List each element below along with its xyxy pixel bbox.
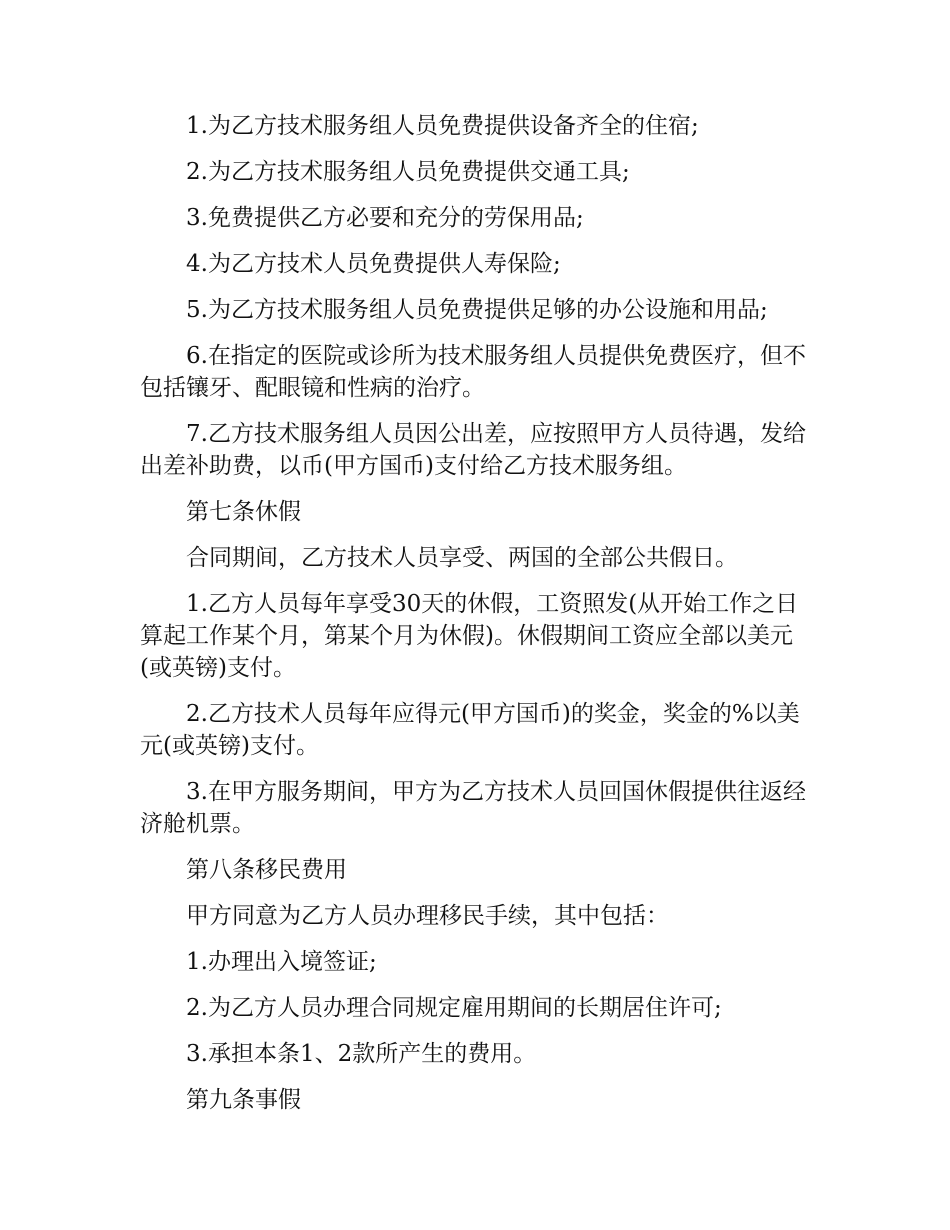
paragraph-clause-6-item-3: 3.免费提供乙方必要和充分的劳保用品; [186,205,584,231]
paragraph-article-8-item-2: 2.为乙方人员办理合同规定雇用期间的长期居住许可; [186,995,722,1021]
paragraph-article-8-item-3: 3.承担本条1、2款所产生的费用。 [186,1041,537,1067]
heading-article-9: 第九条事假 [186,1087,301,1113]
paragraph-clause-6-item-7: 7.乙方技术服务组人员因公出差，应按照甲方人员待遇，发给出差补助费，以币(甲方国币)支付给乙方技术服务组。 [140,421,806,479]
paragraph-article-7-item-2: 2.乙方技术人员每年应得元(甲方国币)的奖金，奖金的%以美元(或英镑)支付。 [140,701,800,759]
heading-article-7: 第七条休假 [186,499,301,525]
paragraph-article-8-intro: 甲方同意为乙方人员办理移民手续，其中包括： [186,903,669,929]
paragraph-clause-6-item-1: 1.为乙方技术服务组人员免费提供设备齐全的住宿; [186,113,699,139]
paragraph-clause-6-item-4: 4.为乙方技术人员免费提供人寿保险; [186,251,561,277]
document-body [140,110,820,1130]
paragraph-clause-6-item-2: 2.为乙方技术服务组人员免费提供交通工具; [186,159,630,185]
paragraph-clause-6-item-6: 6.在指定的医院或诊所为技术服务组人员提供免费医疗，但不包括镶牙、配眼镜和性病的治疗。 [140,343,806,401]
paragraph-clause-6-item-5: 5.为乙方技术服务组人员免费提供足够的办公设施和用品; [186,297,768,323]
paragraph-article-7-item-3: 3.在甲方服务期间，甲方为乙方技术人员回国休假提供往返经济舱机票。 [140,779,806,837]
heading-article-8: 第八条移民费用 [186,857,347,883]
paragraph-article-8-item-1: 1.办理出入境签证; [186,949,377,975]
paragraph-article-7-item-1: 1.乙方人员每年享受30天的休假，工资照发(从开始工作之日算起工作某个月，第某个月为休假)。休假期间工资应全部以美元(或英镑)支付。 [140,591,799,681]
paragraph-article-7-intro: 合同期间，乙方技术人员享受、两国的全部公共假日。 [186,545,738,571]
